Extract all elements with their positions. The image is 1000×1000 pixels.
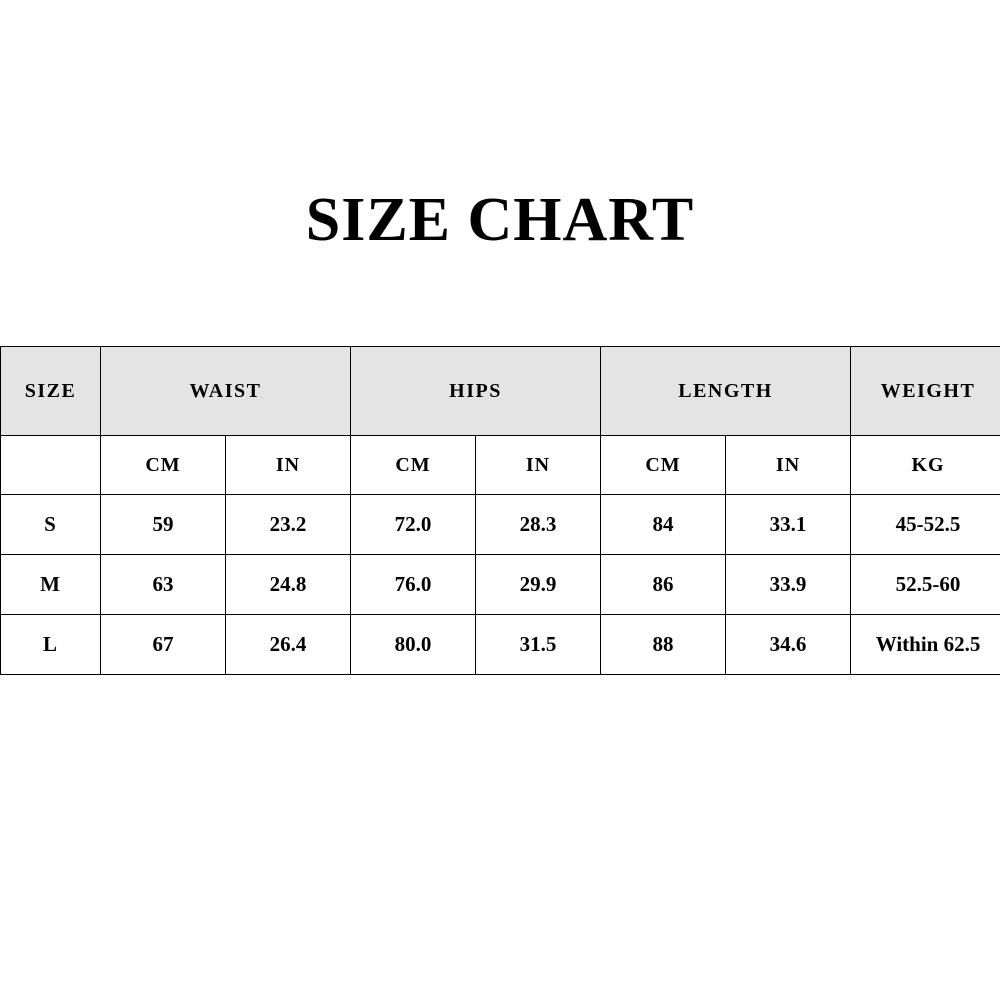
cell-hips-cm: 80.0 — [351, 615, 476, 675]
cell-size: S — [1, 495, 101, 555]
unit-header-length-in: IN — [726, 436, 851, 495]
cell-length-cm: 88 — [601, 615, 726, 675]
cell-hips-cm: 72.0 — [351, 495, 476, 555]
cell-weight-kg: Within 62.5 — [851, 615, 1000, 675]
cell-hips-cm: 76.0 — [351, 555, 476, 615]
cell-waist-in: 26.4 — [226, 615, 351, 675]
unit-header-length-cm: CM — [601, 436, 726, 495]
cell-length-in: 34.6 — [726, 615, 851, 675]
table-row — [1, 615, 1000, 675]
cell-waist-cm: 59 — [101, 495, 226, 555]
unit-header-hips-in: IN — [476, 436, 601, 495]
unit-header-blank — [1, 436, 101, 495]
size-chart-table — [0, 346, 1000, 675]
group-header-weight: WEIGHT — [851, 347, 1000, 436]
group-header-waist: WAIST — [101, 347, 351, 436]
cell-length-cm: 84 — [601, 495, 726, 555]
cell-length-cm: 86 — [601, 555, 726, 615]
cell-hips-in: 31.5 — [476, 615, 601, 675]
unit-header-hips-cm: CM — [351, 436, 476, 495]
group-header-length: LENGTH — [601, 347, 851, 436]
unit-header-weight-kg: KG — [851, 436, 1000, 495]
cell-length-in: 33.1 — [726, 495, 851, 555]
table-row — [1, 495, 1000, 555]
cell-waist-cm: 67 — [101, 615, 226, 675]
table-group-header-row — [1, 347, 1000, 436]
unit-header-waist-in: IN — [226, 436, 351, 495]
cell-size: M — [1, 555, 101, 615]
table-row — [1, 555, 1000, 615]
cell-waist-cm: 63 — [101, 555, 226, 615]
cell-length-in: 33.9 — [726, 555, 851, 615]
unit-header-waist-cm: CM — [101, 436, 226, 495]
group-header-size: SIZE — [1, 347, 101, 436]
cell-size: L — [1, 615, 101, 675]
page-title: SIZE CHART — [305, 186, 695, 254]
size-chart-table-wrapper — [0, 346, 1000, 675]
cell-weight-kg: 52.5-60 — [851, 555, 1000, 615]
cell-waist-in: 24.8 — [226, 555, 351, 615]
cell-hips-in: 28.3 — [476, 495, 601, 555]
cell-weight-kg: 45-52.5 — [851, 495, 1000, 555]
table-unit-header-row — [1, 436, 1000, 495]
cell-waist-in: 23.2 — [226, 495, 351, 555]
cell-hips-in: 29.9 — [476, 555, 601, 615]
group-header-hips: HIPS — [351, 347, 601, 436]
